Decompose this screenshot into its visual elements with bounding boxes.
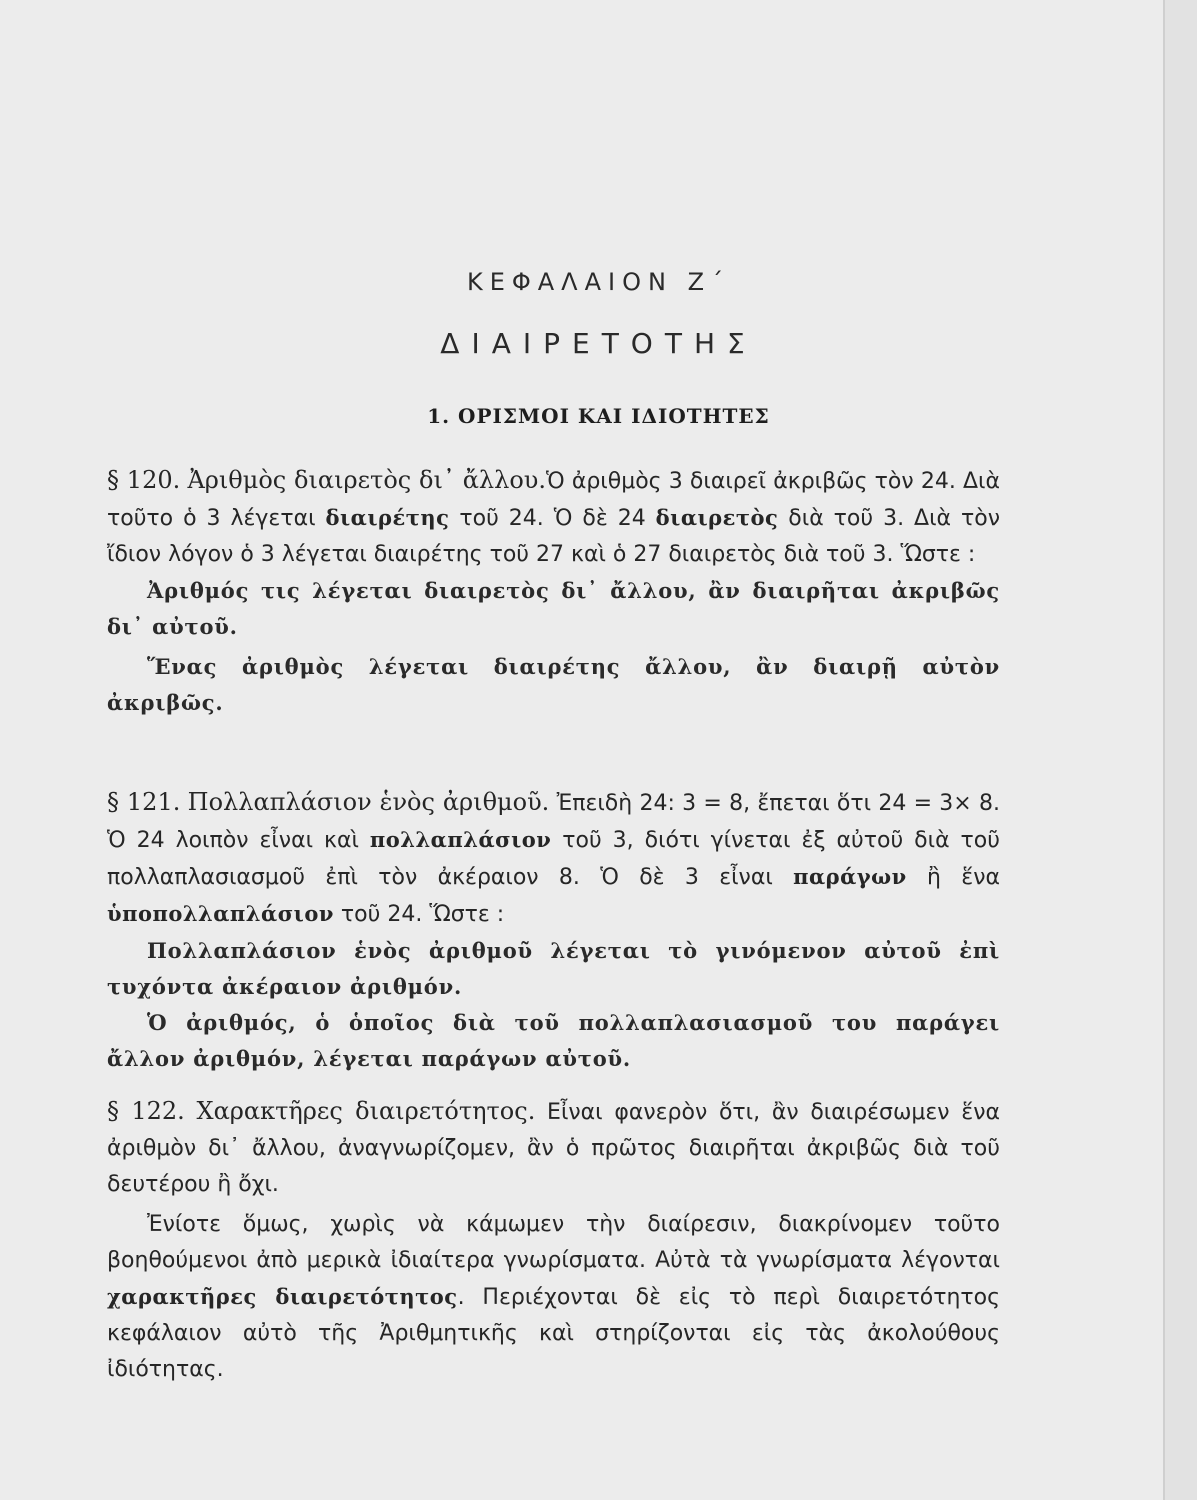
section-121-text-1: Ἐπειδὴ 24: 3 = 8, ἔπεται ὅτι 24 = 3× 8. Ὁ 24 λοιπὸν εἶναι καὶ [107, 791, 1000, 853]
section-120-number: § 120. [107, 466, 181, 494]
section-120-text-2: τοῦ 24. Ὁ δὲ 24 [449, 506, 656, 531]
section-120 [107, 462, 1000, 721]
rule-multiple: Πολλαπλάσιον ἑνὸς ἀριθμοῦ λέγεται τὸ γινόμενον αὐτοῦ ἐπὶ τυχόντα ἀκέραιον ἀριθμόν. [107, 938, 1000, 999]
section-title: 1. ΟΡΙΣΜΟΙ ΚΑΙ ΙΔΙΟΤΗΤΕΣ [427, 404, 770, 428]
section-121-heading: Πολλαπλάσιον ἑνὸς ἀριθμοῦ. [187, 788, 550, 816]
rule-factor: Ὁ ἀριθμός, ὁ ὁποῖος διὰ τοῦ πολλαπλασιασμοῦ του παράγει ἄλλον ἀριθμόν, λέγεται παράγων αὐτοῦ. [107, 1010, 1000, 1071]
section-122-paragraph-2 [107, 1207, 1000, 1388]
section-121-text-2: τοῦ 3, διότι γίνεται ἐξ αὐτοῦ διὰ τοῦ πολλαπλασιασμοῦ ἐπὶ τὸν ἀκέραιον 8. Ὁ δὲ 3 εἶναι [107, 828, 1000, 890]
section-122-heading: Χαρακτῆρες διαιρετότητος. [196, 1097, 536, 1125]
section-120-heading: Ἀριθμὸς διαιρετὸς δι᾽ ἄλλου. [187, 466, 546, 494]
section-121-number: § 121. [107, 788, 181, 816]
term-divisibility-criteria: χαρακτῆρες διαιρετότητος [107, 1284, 458, 1309]
section-122-text-1: Εἶναι φανερὸν ὅτι, ἂν διαιρέσωμεν ἕνα ἀριθμὸν δι᾽ ἄλλου, ἀναγνωρίζομεν, ἂν ὁ πρῶτος διαιρῆται ἀκριβῶς διὰ τοῦ δευτέρου ἢ ὄχι. [107, 1100, 1000, 1197]
section-121-paragraph [107, 784, 1000, 933]
term-factor: παράγων [793, 864, 907, 889]
section-122-text-2a: Ἐνίοτε ὅμως, χωρὶς νὰ κάμωμεν τὴν διαίρεσιν, διακρίνομεν τοῦτο βοηθούμενοι ἀπὸ μερικὰ ἰδιαίτερα γνωρίσματα. Αὐτὰ τὰ γνωρίσματα λέγονται [107, 1212, 1000, 1273]
section-120-paragraph [107, 462, 1000, 573]
section-122-number: § 122. [107, 1097, 185, 1125]
section-122-text-2b: . Περιέχονται δὲ εἰς τὸ περὶ διαιρετότητος κεφάλαιον αὐτὸ τῆς Ἀριθμητικῆς καὶ στηρίζονται εἰς τὰς ἀκολούθους ἰδιότητας. [107, 1285, 1001, 1382]
section-120-text-3: διὰ τοῦ 3. Διὰ τὸν ἴδιον λόγον ὁ 3 λέγεται διαιρέτης τοῦ 27 καὶ ὁ 27 διαιρετὸς διὰ τοῦ 3. Ὥστε : [107, 506, 1000, 567]
term-submultiple: ὑποπολλαπλάσιον [107, 901, 334, 926]
page-edge [1163, 0, 1197, 1500]
term-divisible: διαιρετὸς [655, 505, 779, 530]
section-122-paragraph [107, 1093, 1000, 1203]
term-divisor: διαιρέτης [325, 505, 450, 530]
term-multiple: πολλαπλάσιον [369, 827, 552, 852]
section-122 [107, 1093, 1000, 1388]
chapter-heading: ΚΕΦΑΛΑΙΟΝ Ζ΄ [466, 268, 731, 296]
chapter-title: ΔΙΑΙΡΕΤΟΤΗΣ [440, 327, 757, 360]
section-120-text-1: Ὁ ἀριθμὸς 3 διαιρεῖ ἀκριβῶς τὸν 24. Διὰ τοῦτο ὁ 3 λέγεται [107, 469, 1000, 531]
section-121-text-4: τοῦ 24. Ὥστε : [333, 902, 505, 927]
rule-divisible: Ἀριθμός τις λέγεται διαιρετὸς δι᾽ ἄλλου, ἂν διαιρῆται ἀκριβῶς δι᾽ αὐτοῦ. [107, 578, 1000, 639]
rule-divisor: Ἕνας ἀριθμὸς λέγεται διαιρέτης ἄλλου, ἂν διαιρῇ αὐτὸν ἀκριβῶς. [107, 654, 1000, 715]
section-121-text-3: ἢ ἕνα [906, 865, 1000, 890]
section-121 [107, 784, 1000, 1077]
